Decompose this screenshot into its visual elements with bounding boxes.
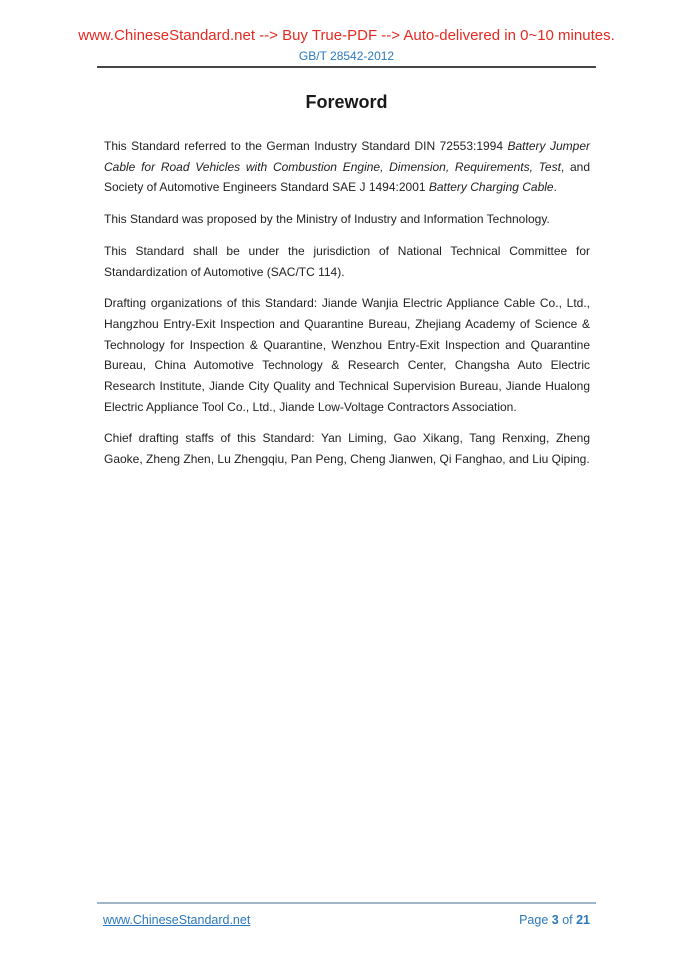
footer-row	[97, 913, 596, 927]
standard-code: GB/T 28542-2012	[298, 49, 395, 63]
paragraph	[104, 428, 590, 469]
page-total: 21	[576, 913, 590, 927]
page-indicator	[519, 913, 590, 927]
text-run: , and Society of Automotive Engineers Standard SAE J 1494:2001	[104, 159, 590, 195]
footer-link[interactable]: www.ChineseStandard.net	[103, 913, 251, 927]
text-run: This Standard was proposed by the Ministry of Industry and Information Technology.	[104, 212, 550, 227]
paragraph	[104, 293, 590, 417]
foreword-content	[104, 136, 590, 470]
page-title: Foreword	[305, 92, 388, 112]
footer-rule	[97, 902, 596, 904]
italic-run: Battery Charging Cable	[428, 180, 554, 195]
text-run: .	[553, 180, 557, 195]
of-word: of	[558, 913, 577, 927]
paragraph	[104, 136, 590, 198]
text-run: Drafting organizations of this Standard: Jiande Wanjia Electric Appliance Cable Co., Ltd., Hangzhou Entry-Exit Inspection and Quarantine Bureau, Zhejiang Academy of Science & Technology for Inspection & Quarantine, Wenzhou Entry-Exit Inspection and Quarantine Bureau, China Automotive Technology & Research Center, Changsha Auto Electric Research Institute, Jiande City Quality and Technical Supervision Bureau, Jiande Hualong Electric Appliance Tool Co., Ltd., Jiande Low-Voltage Contractors Association.	[104, 296, 590, 414]
text-run: This Standard referred to the German Industry Standard DIN 72553:1994	[104, 139, 508, 153]
page-footer	[97, 902, 596, 927]
text-run: This Standard shall be under the jurisdiction of National Technical Committee for Standardization of Automotive (SAC/TC 114).	[104, 243, 590, 279]
page-word: Page	[519, 913, 552, 927]
paragraph	[104, 241, 590, 282]
page-number: 3	[551, 913, 559, 927]
italic-run: Battery Jumper Cable for Road Vehicles with Combustion Engine, Dimension, Requirements, Test	[104, 139, 590, 174]
purchase-banner: www.ChineseStandard.net --> Buy True-PDF --> Auto-delivered in 0~10 minutes.	[78, 27, 615, 44]
paragraph	[104, 209, 590, 230]
header-rule	[97, 66, 596, 68]
text-run: Chief drafting staffs of this Standard: Yan Liming, Gao Xikang, Tang Renxing, Zheng Gaoke, Zheng Zhen, Lu Zhengqiu, Pan Peng, Cheng Jianwen, Qi Fanghao, and Liu Qiping.	[104, 431, 590, 467]
